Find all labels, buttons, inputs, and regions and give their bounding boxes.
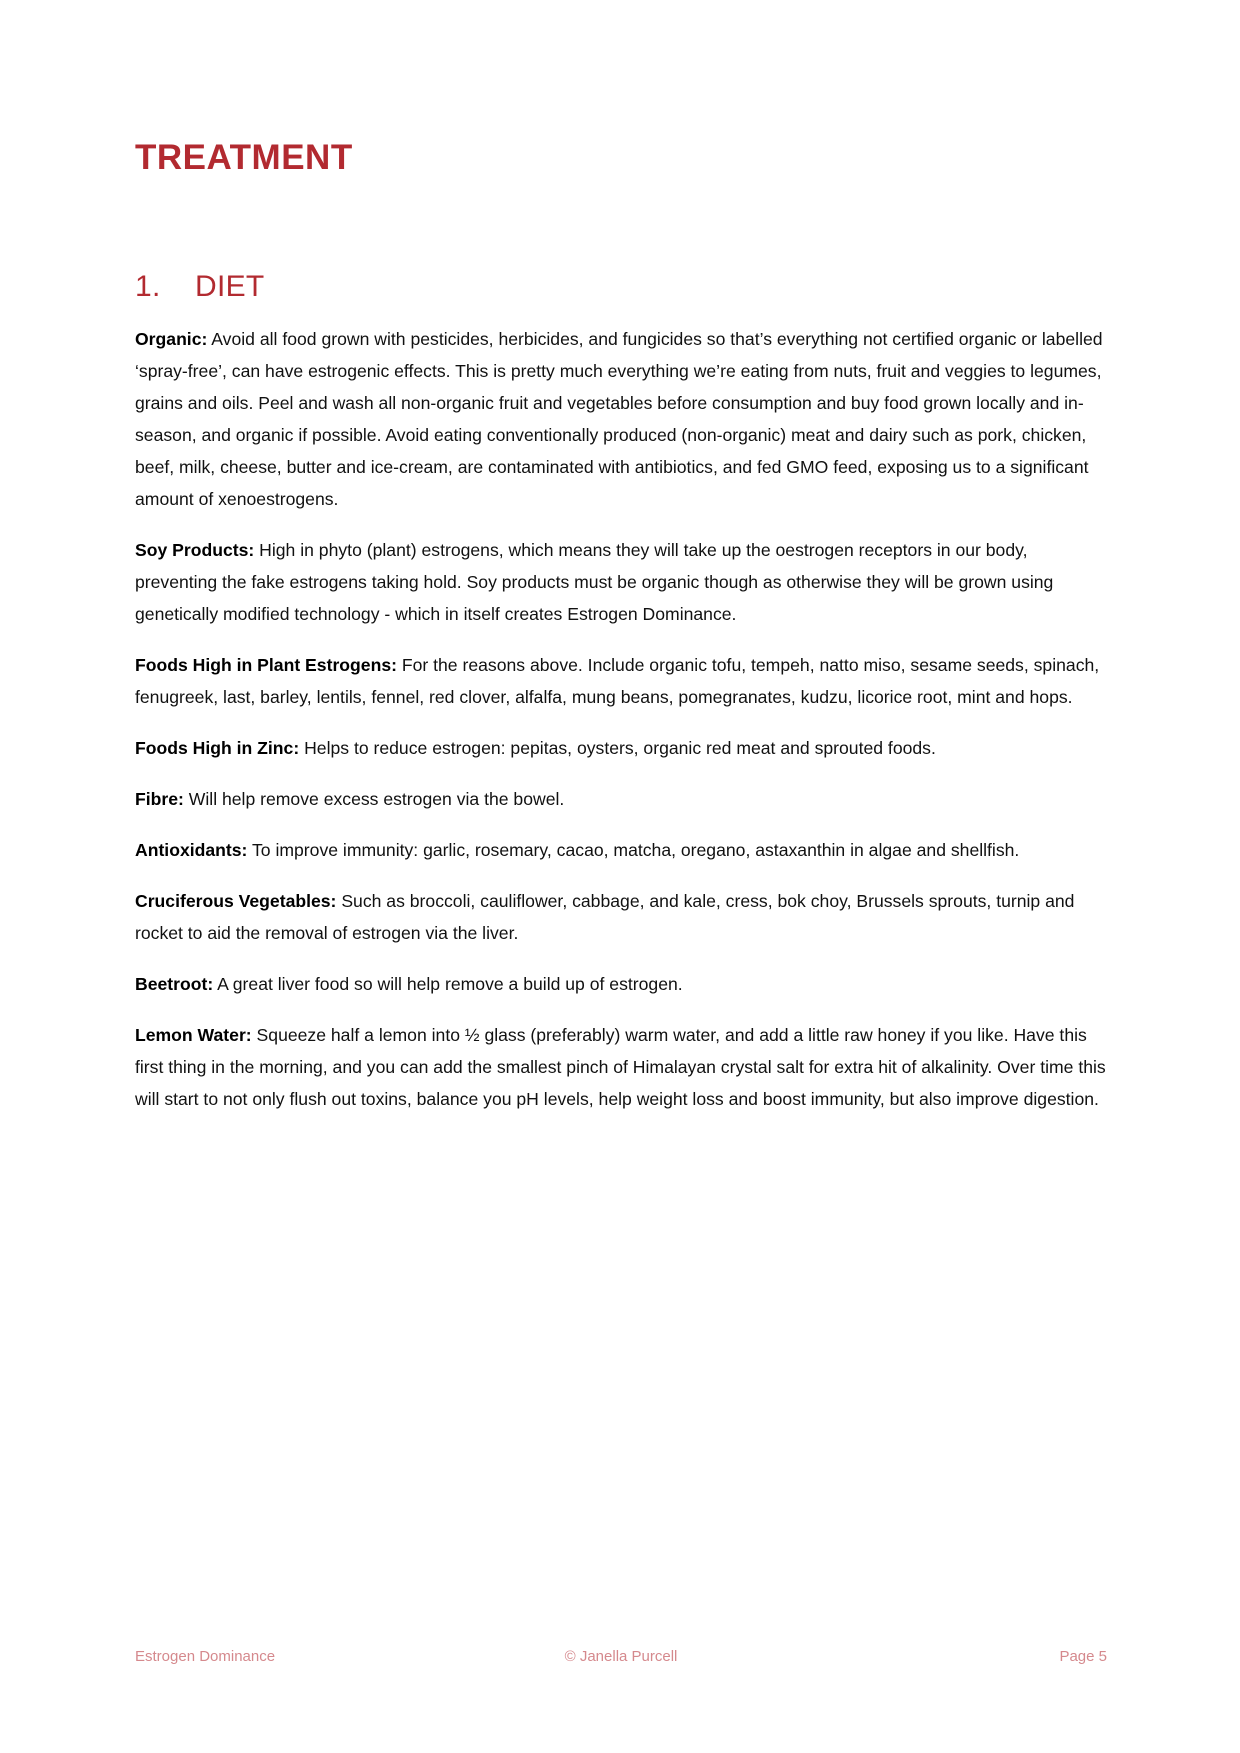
section-name: DIET [195,270,265,303]
paragraph-label: Organic: [135,329,208,349]
page-content [135,0,1107,1115]
paragraph-text: A great liver food so will help remove a build up of estrogen. [217,974,683,994]
paragraph-lemon-water [135,1019,1107,1115]
paragraph-beetroot [135,968,1107,1000]
paragraph-antioxidants [135,834,1107,866]
body-copy [135,323,1107,1115]
paragraph-label: Foods High in Zinc: [135,738,300,758]
paragraph-text: Will help remove excess estrogen via the bowel. [188,789,565,809]
paragraph-text: Helps to reduce estrogen: pepitas, oysters, organic red meat and sprouted foods. [304,738,936,758]
paragraph-foods-high-in-zinc [135,732,1107,764]
page-footer [135,1648,1107,1665]
paragraph-text: To improve immunity: garlic, rosemary, cacao, matcha, oregano, astaxanthin in algae and shellfish. [251,840,1020,860]
footer-page-number: Page 5 [1059,1648,1107,1665]
section-number: 1. [135,270,161,303]
page-title: TREATMENT [135,138,353,177]
footer-copyright: © Janella Purcell [564,1648,678,1665]
paragraph-label: Foods High in Plant Estrogens: [135,655,397,675]
paragraph-text: For the reasons above. Include organic tofu, tempeh, natto miso, sesame seeds, spinach, fenugreek, last, barley, lentils, fennel, red clover, alfalfa, mung beans, pomegranates, kudzu, licorice root, mint and hops. [135,655,1100,707]
paragraph-label: Beetroot: [135,974,214,994]
paragraph-text: Squeeze half a lemon into ½ glass (preferably) warm water, and add a little raw honey if you like. Have this first thing in the morning, and you can add the smallest pinch of Himalayan crystal salt for extra hit of alkalinity. Over time this will start to not only flush out toxins, balance you pH levels, help weight loss and boost immunity, but also improve digestion. [135,1025,1106,1109]
paragraph-foods-high-in-plant-estrogens [135,649,1107,713]
section-heading-diet [135,270,1107,304]
footer-document-name: Estrogen Dominance [135,1648,276,1665]
paragraph-text: High in phyto (plant) estrogens, which means they will take up the oestrogen receptors in our body, preventing the fake estrogens taking hold. Soy products must be organic though as otherwise they will be grown using genetically modified technology - which in itself creates Estrogen Dominance. [135,540,1054,624]
paragraph-fibre [135,783,1107,815]
paragraph-text: Such as broccoli, cauliflower, cabbage, and kale, cress, bok choy, Brussels sprouts, turnip and rocket to aid the removal of estrogen via the liver. [135,891,1075,943]
paragraph-label: Cruciferous Vegetables: [135,891,337,911]
paragraph-cruciferous-vegetables [135,885,1107,949]
paragraph-label: Antioxidants: [135,840,248,860]
paragraph-label: Fibre: [135,789,184,809]
paragraph-soy-products [135,534,1107,630]
paragraph-organic [135,323,1107,515]
paragraph-label: Soy Products: [135,540,255,560]
paragraph-label: Lemon Water: [135,1025,252,1045]
paragraph-text: Avoid all food grown with pesticides, herbicides, and fungicides so that’s everything not certified organic or labelled ‘spray-free’, can have estrogenic effects. This is pretty much everything we’re eating from nuts, fruit and veggies to legumes, grains and oils. Peel and wash all non-organic fruit and vegetables before consumption and buy food grown locally and in- season, and organic if possible. Avoid eating conventionally produced (non-organic) meat and dairy such as pork, chicken, beef, milk, cheese, butter and ice-cream, are contaminated with antibiotics, and fed GMO feed, exposing us to a significant amount of xenoestrogens. [135,329,1103,509]
